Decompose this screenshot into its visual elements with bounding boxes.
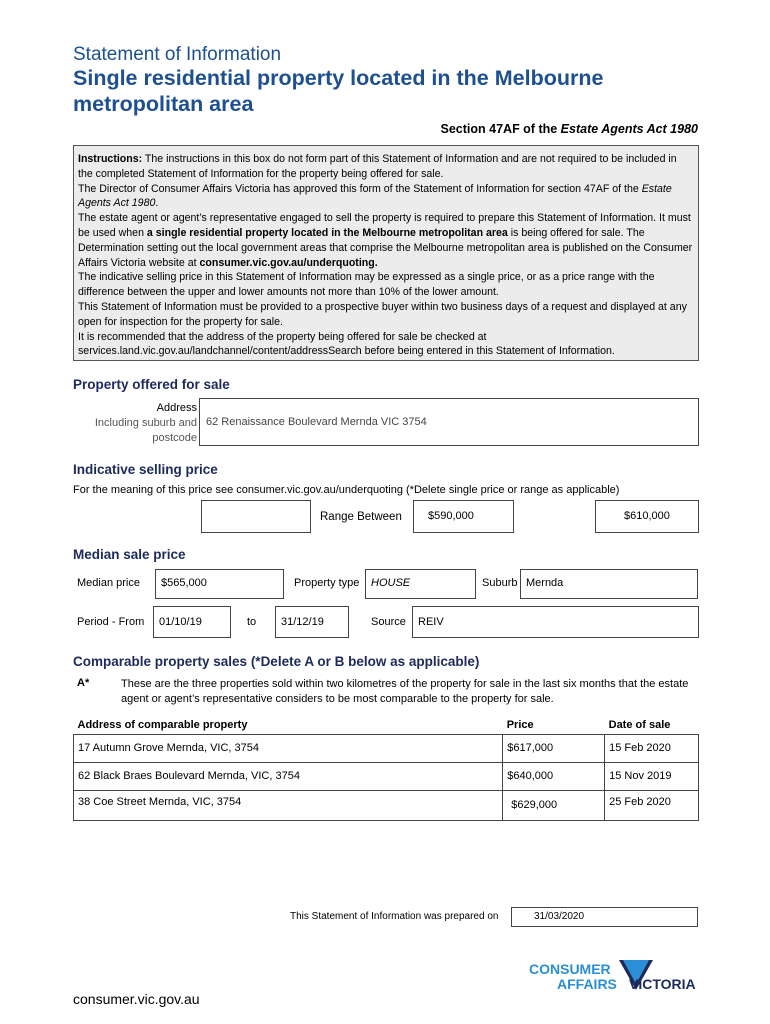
comparable-address-cell[interactable]: 62 Black Braes Boulevard Mernda, VIC, 3754 — [74, 762, 503, 790]
address-label-line3: postcode — [152, 432, 197, 444]
address-label — [73, 401, 197, 446]
period-to-field[interactable]: 31/12/19 — [275, 606, 349, 638]
comparable-date-cell[interactable]: 25 Feb 2020 — [605, 790, 699, 820]
table-row — [74, 762, 699, 790]
instructions-box — [73, 145, 699, 361]
instructions-p3-text-a: The estate agent or agent’s representative engaged to sell the property is required to prepare this Statement of Information. It must be used when — [78, 212, 691, 239]
instructions-p2-act: Estate Agents Act 1980 — [78, 182, 672, 210]
option-a-marker: A* — [77, 677, 90, 689]
address-label-line2: Including suburb and — [94, 417, 197, 429]
range-low-field[interactable]: $590,000 — [413, 500, 514, 533]
range-high-field[interactable]: $610,000 — [595, 500, 699, 533]
range-between-label: Range Between — [320, 511, 402, 523]
instructions-p2 — [78, 182, 694, 212]
period-from-field[interactable]: 01/10/19 — [153, 606, 231, 638]
document-title: Single residential property located in the Melbourne metropolitan area — [73, 66, 604, 116]
logo-line1: CONSUMER — [529, 961, 611, 977]
comparable-date-cell[interactable]: 15 Nov 2019 — [605, 762, 699, 790]
column-header-date: Date of sale — [608, 718, 671, 731]
logo-line3: VICTORIA — [629, 976, 696, 992]
median-price-label: Median price — [77, 577, 140, 589]
property-heading: Property offered for sale — [73, 377, 230, 392]
instructions-p3 — [78, 211, 694, 270]
suburb-label: Suburb — [482, 577, 518, 589]
column-header-address: Address of comparable property — [77, 718, 248, 731]
footer-website[interactable]: consumer.vic.gov.au — [73, 991, 200, 1007]
comparable-price-cell[interactable]: $617,000 — [503, 734, 605, 762]
instructions-p1 — [78, 152, 694, 182]
instructions-p6: It is recommended that the address of the property being offered for sale be checked at services.land.vic.gov.au/landchannel/content/addressSearch before being entered in this Statement of Information. — [78, 330, 615, 358]
instructions-p5: This Statement of Information must be provided to a prospective buyer within two business days of a request and displayed at any open for inspection for the property for sale. — [78, 300, 687, 328]
instructions-p3-text-b: is being offered for sale. The Determination setting out the local government areas that comprise the Melbourne metropolitan area is published on the Consumer Affairs Victoria website at — [78, 226, 693, 269]
address-label-line1: Address — [156, 402, 197, 414]
price-heading: Indicative selling price — [73, 462, 218, 477]
source-label: Source — [371, 616, 406, 628]
comparable-table — [73, 716, 699, 821]
period-from-label: Period - From — [77, 616, 145, 628]
single-price-field[interactable] — [201, 500, 311, 533]
logo-line2: AFFAIRS — [557, 976, 617, 992]
instructions-label: Instructions: — [78, 153, 143, 165]
logo-graphic — [527, 958, 707, 1004]
period-to-label: to — [247, 616, 257, 628]
comparable-table-header — [74, 716, 699, 734]
comparable-price-cell[interactable]: $629,000 — [503, 790, 605, 820]
property-type-field[interactable]: HOUSE — [365, 569, 476, 599]
prepared-on-field[interactable]: 31/03/2020 — [511, 907, 698, 927]
instructions-p1-text: The instructions in this box do not form part of this Statement of Information and are not required to be included in the completed Statement of Information for the property being offered for sale. — [78, 153, 677, 180]
table-row — [74, 734, 699, 762]
column-header-price: Price — [506, 718, 534, 731]
instructions-p3-bold: a single residential property located in the Melbourne metropolitan area — [146, 226, 508, 239]
section-prefix: Section 47AF of the — [440, 122, 561, 136]
comparable-date-cell[interactable]: 15 Feb 2020 — [605, 734, 699, 762]
section-reference — [441, 122, 698, 136]
property-type-label: Property type — [294, 577, 360, 589]
consumer-affairs-victoria-logo — [527, 958, 707, 1004]
comparable-address-cell[interactable]: 38 Coe Street Mernda, VIC, 3754 — [74, 790, 503, 820]
prepared-on-label: This Statement of Information was prepared on — [290, 911, 499, 922]
instructions-p3-link[interactable]: consumer.vic.gov.au/underquoting. — [199, 256, 378, 269]
comparable-address-cell[interactable]: 17 Autumn Grove Mernda, VIC, 3754 — [74, 734, 503, 762]
instructions-p2-text: The Director of Consumer Affairs Victoria has approved this form of the Statement of Information for section 47AF of the — [78, 182, 642, 195]
table-row — [74, 790, 699, 820]
median-heading: Median sale price — [73, 547, 186, 562]
comparable-heading: Comparable property sales (*Delete A or B below as applicable) — [73, 654, 480, 669]
suburb-field[interactable]: Mernda — [520, 569, 698, 599]
instructions-p2-end: . — [155, 197, 159, 210]
instructions-p4: The indicative selling price in this Statement of Information may be expressed as a single price, or as a price range with the difference between the upper and lower amounts not more than 10% of the lower amount. — [78, 271, 655, 299]
address-field[interactable]: 62 Renaissance Boulevard Mernda VIC 3754 — [199, 398, 699, 446]
source-field[interactable]: REIV — [412, 606, 699, 638]
section-act: Estate Agents Act 1980 — [560, 122, 698, 136]
comparable-description: These are the three properties sold within two kilometres of the property for sale in the last six months that the estate agent or agent’s representative considers to be most comparable to the property for sale. — [121, 678, 689, 705]
comparable-price-cell[interactable]: $640,000 — [503, 762, 605, 790]
document-subtitle: Statement of Information — [73, 44, 282, 65]
price-note: For the meaning of this price see consumer.vic.gov.au/underquoting (*Delete single price or range as applicable) — [73, 484, 620, 496]
median-price-field[interactable]: $565,000 — [155, 569, 284, 599]
